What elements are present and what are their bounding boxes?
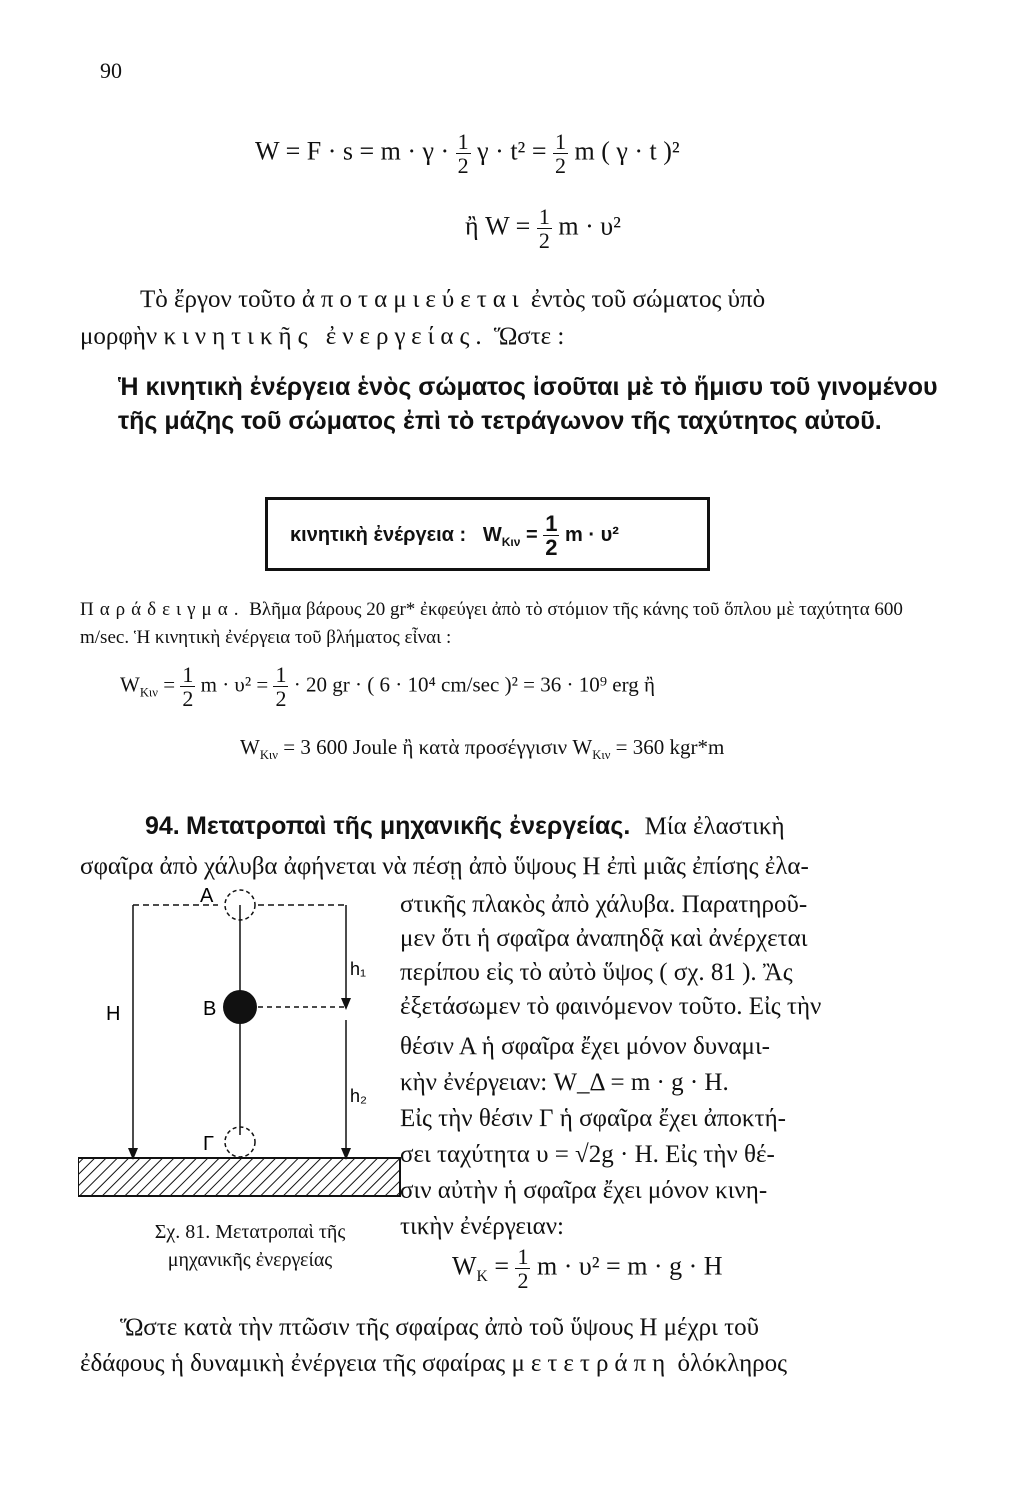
section-line: κὴν ἐνέργειαν: W_Δ = m · g · H. bbox=[400, 1069, 729, 1096]
intro-line-2: μορφὴν κινητικῆς ἐνεργείας. Ὥστε : bbox=[80, 323, 565, 350]
intro-line-1: Τὸ ἔργον τοῦτο ἀποταμιεύεται ἐντὸς τοῦ σώματος ὑπὸ bbox=[140, 286, 766, 313]
label-h: Η bbox=[106, 1003, 121, 1025]
label-h2: h₂ bbox=[350, 1086, 367, 1106]
section-line: μεν ὅτι ἡ σφαῖρα ἀναπηδᾷ καὶ ἀνέρχεται bbox=[400, 925, 808, 952]
derivation-mid: γ · t² = bbox=[477, 136, 547, 166]
fraction-half: $\frac{1}{2}$ bbox=[538, 204, 550, 254]
derivation-line2-prefix: ἢ W = bbox=[465, 211, 531, 241]
label-h1: h₁ bbox=[350, 959, 367, 979]
example-calc-2: $W_{K\iota\nu} = 3$ 600 Joule ἢ κατὰ προσέγγισιν $W_{K\iota\nu} = 360$ kgr*m bbox=[240, 735, 725, 763]
kinetic-energy-equation: $W_K$ = $\frac{1}{2}$ m · υ² = m · g · H bbox=[452, 1244, 723, 1294]
fraction-half: $\frac{1}{2}$ bbox=[555, 129, 567, 179]
steel-plate bbox=[78, 1158, 400, 1196]
label-g: Γ bbox=[203, 1133, 215, 1155]
section-line: τικὴν ἐνέργειαν: bbox=[400, 1213, 564, 1240]
label-a: Α bbox=[200, 885, 214, 907]
formula-box-content: κινητικὴ ἐνέργεια : $W_{K\iota\nu}$ = $\frac{1}{2}$ m · υ² bbox=[290, 511, 619, 561]
fraction-half: $\frac{1}{2}$ bbox=[457, 129, 469, 179]
section-line: περίπου εἰς τὸ αὐτὸ ὕψος ( σχ. 81 ). Ἂς bbox=[400, 959, 793, 986]
section-title: Μετατροπαὶ τῆς μηχανικῆς ἐνεργείας. bbox=[186, 812, 631, 840]
page-number: 90 bbox=[100, 58, 122, 83]
section-line0-end: Μία ἐλαστικὴ bbox=[644, 813, 785, 840]
conclusion-paragraph: Ὥστε κατὰ τὴν πτῶσιν τῆς σφαίρας ἀπὸ τοῦ ὕψους Η μέχρι τοῦ ἐδάφους ἡ δυναμικὴ ἐνέργεια τῆς σφαίρας μετετράπη ὁλόκληρος bbox=[80, 1314, 788, 1377]
derivation-line-1 bbox=[255, 130, 680, 177]
example-calc-1: $W_{K\iota\nu}$ = $\frac{1}{2}$ m · υ² = $\frac{1}{2}$ · 20 gr · ( 6 · 10⁴ cm/sec )² = 36 · 10⁹ erg ἢ bbox=[120, 662, 655, 712]
derivation-lhs: W = F · s = m · γ · bbox=[255, 136, 450, 166]
theorem-statement: Ἡ κινητικὴ ἐνέργεια ἑνὸς σώματος ἰσοῦται μὲ τὸ ἥμισυ τοῦ γινομένου τῆς μάζης τοῦ σώματος ἐπὶ τὸ τετράγωνον τῆς ταχύτητος αὐτοῦ. bbox=[118, 373, 938, 435]
formula-fraction: $\frac{1}{2}$ bbox=[545, 511, 558, 561]
section-number: 94. bbox=[145, 812, 180, 840]
section-line-1: σφαῖρα ἀπὸ χάλυβα ἀφήνεται νὰ πέσῃ ἀπὸ ὕψους Η ἐπὶ μιᾶς ἐπίσης ἐλα- bbox=[80, 853, 809, 880]
section-line: Εἰς τὴν θέσιν Γ ἡ σφαῖρα ἔχει ἀποκτή- bbox=[400, 1105, 786, 1132]
figure-81 bbox=[78, 880, 408, 1210]
section-line: ἐξετάσωμεν τὸ φαινόμενον τοῦτο. Εἰς τὴν bbox=[400, 993, 822, 1020]
section-line: σιν αὐτὴν ἡ σφαῖρα ἔχει μόνον κινη- bbox=[400, 1177, 768, 1204]
derivation-line2-rhs: m · υ² bbox=[558, 211, 621, 241]
section-heading-line bbox=[145, 812, 785, 841]
formula-box bbox=[265, 497, 710, 571]
derivation-rhs: m ( γ · t )² bbox=[574, 136, 680, 166]
ball-position-b bbox=[223, 990, 257, 1024]
formula-label: κινητικὴ ἐνέργεια : bbox=[290, 523, 467, 546]
label-b: Β bbox=[203, 998, 217, 1020]
example-paragraph bbox=[80, 596, 950, 652]
derivation-line-2 bbox=[465, 205, 621, 252]
example-label: Παράδειγμα. bbox=[80, 599, 245, 620]
section-line: θέσιν Α ἡ σφαῖρα ἔχει μόνον δυναμι- bbox=[400, 1033, 770, 1060]
figure-caption: Σχ. 81. Μετατροπαὶ τῆς μηχανικῆς ἐνεργείας bbox=[154, 1221, 346, 1271]
h1-arrow-head bbox=[341, 998, 351, 1010]
section-line: σει ταχύτητα υ = √2g · H. Εἰς τὴν θέ- bbox=[400, 1141, 775, 1168]
section-line: στικῆς πλακὸς ἀπὸ χάλυβα. Παρατηροῦ- bbox=[400, 891, 808, 918]
example-text: Βλῆμα βάρους 20 gr* ἐκφεύγει ἀπὸ τὸ στόμιον τῆς κάνης τοῦ ὅπλου μὲ ταχύτητα 600 m/sec. Ἡ κινητικὴ ἐνέργεια τοῦ βλήματος εἶναι : bbox=[80, 599, 903, 648]
